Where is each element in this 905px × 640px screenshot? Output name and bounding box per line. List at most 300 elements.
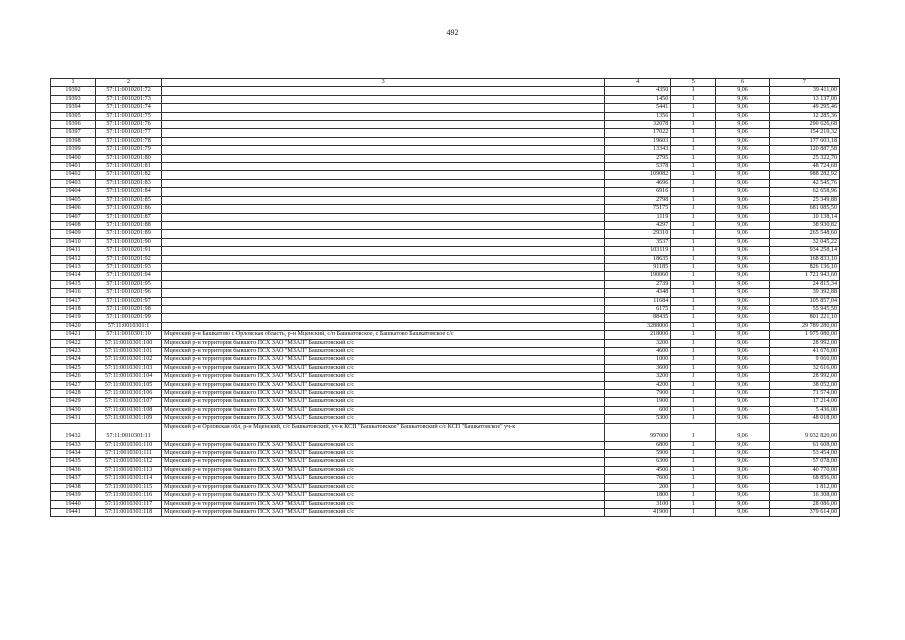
rate-cell: 9,06 <box>716 112 769 120</box>
cadastral-value-cell: 25 349,88 <box>769 196 839 204</box>
count-cell: 1 <box>671 450 716 458</box>
cadastral-value-cell: 168 833,10 <box>769 255 839 263</box>
cadastral-number-cell: 57:11:0010201:80 <box>96 154 162 162</box>
table-row <box>51 339 840 347</box>
area-cell: 1119 <box>605 213 671 221</box>
cadastral-value-cell: 62 658,96 <box>769 188 839 196</box>
rate-cell: 9,06 <box>716 238 769 246</box>
cadastral-number-cell: 57:11:0010301:113 <box>96 466 162 474</box>
address-cell: Мценский р-н территория бывшего ПСХ ЗАО "МЗАЛ" Башкатовский с/с <box>162 492 605 500</box>
rate-cell: 9,06 <box>716 305 769 313</box>
area-cell: 4350 <box>605 87 671 95</box>
table-row <box>51 179 840 187</box>
rate-cell: 9,06 <box>716 154 769 162</box>
rate-cell: 9,06 <box>716 348 769 356</box>
cadastral-value-cell: 48 724,68 <box>769 163 839 171</box>
area-cell: 190060 <box>605 272 671 280</box>
address-cell: Мценский р-н территория бывшего ПСХ ЗАО "МЗАЛ" Башкатовский с/с <box>162 339 605 347</box>
rate-cell: 9,06 <box>716 322 769 330</box>
cadastral-number-cell: 57:11:0010201:89 <box>96 230 162 238</box>
address-cell <box>162 171 605 179</box>
cadastral-number-cell: 57:11:0010301:107 <box>96 398 162 406</box>
cadastral-value-cell: 24 815,34 <box>769 280 839 288</box>
table-row <box>51 289 840 297</box>
row-number-cell: 19435 <box>51 458 96 466</box>
area-cell: 4500 <box>605 466 671 474</box>
address-cell: Мценский р-н территория бывшего ПСХ ЗАО "МЗАЛ" Башкатовский с/с <box>162 381 605 389</box>
area-cell: 2739 <box>605 280 671 288</box>
address-cell: Мценский р-н территория бывшего ПСХ ЗАО "МЗАЛ" Башкатовский с/с <box>162 475 605 483</box>
cadastral-value-cell: 9 060,00 <box>769 356 839 364</box>
address-cell <box>162 95 605 103</box>
table-row <box>51 272 840 280</box>
area-cell: 32078 <box>605 121 671 129</box>
header-col-4: 4 <box>605 79 671 87</box>
count-cell: 1 <box>671 500 716 508</box>
count-cell: 1 <box>671 483 716 491</box>
cadastral-value-cell: 28 992,00 <box>769 339 839 347</box>
cadastral-value-cell: 826 136,10 <box>769 263 839 271</box>
count-cell: 1 <box>671 508 716 516</box>
table-row <box>51 483 840 491</box>
header-col-5: 5 <box>671 79 716 87</box>
cadastral-number-cell: 57:11:0010201:72 <box>96 87 162 95</box>
row-number-cell: 19403 <box>51 179 96 187</box>
count-cell: 1 <box>671 163 716 171</box>
cadastral-number-cell: 57:11:0010201:94 <box>96 272 162 280</box>
cadastral-number-cell: 57:11:0010201:77 <box>96 129 162 137</box>
cadastral-number-cell: 57:11:0010301:118 <box>96 508 162 516</box>
cadastral-number-cell: 57:11:0010201:93 <box>96 263 162 271</box>
area-cell: 13343 <box>605 146 671 154</box>
cadastral-value-cell: 120 887,58 <box>769 146 839 154</box>
address-cell: Мценский р-н территория бывшего ПСХ ЗАО "МЗАЛ" Башкатовский с/с <box>162 450 605 458</box>
rate-cell: 9,06 <box>716 314 769 322</box>
rate-cell: 9,06 <box>716 483 769 491</box>
rate-cell: 9,06 <box>716 492 769 500</box>
table-row <box>51 390 840 398</box>
count-cell: 1 <box>671 381 716 389</box>
table-row <box>51 348 840 356</box>
table-row <box>51 398 840 406</box>
area-cell: 11684 <box>605 297 671 305</box>
count-cell: 1 <box>671 441 716 449</box>
cadastral-number-cell: 57:11:0010201:79 <box>96 146 162 154</box>
table-header-row <box>51 79 840 87</box>
address-cell: Мценский р-н территория бывшего ПСХ ЗАО "МЗАЛ" Башкатовский с/с <box>162 483 605 491</box>
address-cell: Мценский р-н территория бывшего ПСХ ЗАО "МЗАЛ" Башкатовский с/с <box>162 458 605 466</box>
address-cell <box>162 146 605 154</box>
count-cell: 1 <box>671 356 716 364</box>
cadastral-number-cell: 57:11:0010301:106 <box>96 390 162 398</box>
cadastral-value-cell: 105 857,04 <box>769 297 839 305</box>
count-cell: 1 <box>671 213 716 221</box>
count-cell: 1 <box>671 272 716 280</box>
rate-cell: 9,06 <box>716 137 769 145</box>
table-row <box>51 314 840 322</box>
address-cell: Мценский р-н территория бывшего ПСХ ЗАО "МЗАЛ" Башкатовский с/с <box>162 398 605 406</box>
cadastral-number-cell: 57:11:0010201:96 <box>96 289 162 297</box>
area-cell: 7600 <box>605 475 671 483</box>
count-cell: 1 <box>671 458 716 466</box>
area-cell: 4348 <box>605 289 671 297</box>
count-cell: 1 <box>671 373 716 381</box>
address-cell <box>162 305 605 313</box>
rate-cell: 9,06 <box>716 196 769 204</box>
row-number-cell: 19394 <box>51 104 96 112</box>
row-number-cell: 19400 <box>51 154 96 162</box>
cadastral-value-cell: 290 626,68 <box>769 121 839 129</box>
row-number-cell: 19434 <box>51 450 96 458</box>
area-cell: 5900 <box>605 450 671 458</box>
cadastral-number-cell: 57:11:0010301:114 <box>96 475 162 483</box>
area-cell: 75175 <box>605 205 671 213</box>
area-cell: 6916 <box>605 188 671 196</box>
row-number-cell: 19392 <box>51 87 96 95</box>
cadastral-number-cell: 57:11:0010301:108 <box>96 406 162 414</box>
row-number-cell: 19402 <box>51 171 96 179</box>
cadastral-number-cell: 57:11:0010201:98 <box>96 305 162 313</box>
cadastral-number-cell: 57:11:0010201:76 <box>96 121 162 129</box>
row-number-cell: 19412 <box>51 255 96 263</box>
area-cell: 5441 <box>605 104 671 112</box>
row-number-cell: 19425 <box>51 364 96 372</box>
area-cell: 997000 <box>605 423 671 441</box>
cadastral-number-cell: 57:11:0010301:115 <box>96 483 162 491</box>
count-cell: 1 <box>671 280 716 288</box>
table-row <box>51 356 840 364</box>
cadastral-value-cell: 13 137,00 <box>769 95 839 103</box>
cadastral-value-cell: 1 975 080,00 <box>769 331 839 339</box>
rate-cell: 9,06 <box>716 171 769 179</box>
table-row <box>51 154 840 162</box>
rate-cell: 9,06 <box>716 398 769 406</box>
row-number-cell: 19410 <box>51 238 96 246</box>
count-cell: 1 <box>671 297 716 305</box>
table-row <box>51 450 840 458</box>
table-row <box>51 373 840 381</box>
row-number-cell: 19398 <box>51 137 96 145</box>
count-cell: 1 <box>671 415 716 423</box>
count-cell: 1 <box>671 171 716 179</box>
table-row <box>51 163 840 171</box>
cadastral-value-cell: 40 770,00 <box>769 466 839 474</box>
row-number-cell: 19438 <box>51 483 96 491</box>
rate-cell: 9,06 <box>716 247 769 255</box>
rate-cell: 9,06 <box>716 390 769 398</box>
area-cell: 2795 <box>605 154 671 162</box>
table-row <box>51 137 840 145</box>
cadastral-number-cell: 57:11:0010301:1 <box>96 322 162 330</box>
table-row <box>51 297 840 305</box>
rate-cell: 9,06 <box>716 205 769 213</box>
area-cell: 19603 <box>605 137 671 145</box>
row-number-cell: 19426 <box>51 373 96 381</box>
area-cell: 88435 <box>605 314 671 322</box>
cadastral-number-cell: 57:11:0010301:102 <box>96 356 162 364</box>
row-number-cell: 19433 <box>51 441 96 449</box>
cadastral-number-cell: 57:11:0010201:78 <box>96 137 162 145</box>
header-col-2: 2 <box>96 79 162 87</box>
table-row <box>51 263 840 271</box>
address-cell <box>162 129 605 137</box>
cadastral-value-cell: 32 045,22 <box>769 238 839 246</box>
cadastral-value-cell: 25 322,70 <box>769 154 839 162</box>
row-number-cell: 19417 <box>51 297 96 305</box>
rate-cell: 9,06 <box>716 272 769 280</box>
rate-cell: 9,06 <box>716 121 769 129</box>
area-cell: 1800 <box>605 492 671 500</box>
row-number-cell: 19395 <box>51 112 96 120</box>
count-cell: 1 <box>671 95 716 103</box>
count-cell: 1 <box>671 255 716 263</box>
table-row <box>51 112 840 120</box>
table-row <box>51 441 840 449</box>
row-number-cell: 19422 <box>51 339 96 347</box>
count-cell: 1 <box>671 247 716 255</box>
address-cell <box>162 205 605 213</box>
rate-cell: 9,06 <box>716 263 769 271</box>
row-number-cell: 19440 <box>51 500 96 508</box>
area-cell: 103119 <box>605 247 671 255</box>
area-cell: 3200 <box>605 373 671 381</box>
row-number-cell: 19430 <box>51 406 96 414</box>
address-cell: Мценский р-н Орловская обл, р-н Мценский, с/с Башкатовский, уч-к КСП "Башкатовское" Башкатовский с/с КСП "Башкатовское" уч-к <box>162 423 605 441</box>
table-row <box>51 458 840 466</box>
header-col-6: 6 <box>716 79 769 87</box>
count-cell: 1 <box>671 475 716 483</box>
count-cell: 1 <box>671 121 716 129</box>
area-cell: 5300 <box>605 415 671 423</box>
rate-cell: 9,06 <box>716 104 769 112</box>
address-cell: Мценский р-н территория бывшего ПСХ ЗАО "МЗАЛ" Башкатовский с/с <box>162 356 605 364</box>
area-cell: 5378 <box>605 163 671 171</box>
area-cell: 41900 <box>605 508 671 516</box>
area-cell: 218000 <box>605 331 671 339</box>
rate-cell: 9,06 <box>716 146 769 154</box>
cadastral-value-cell: 379 614,00 <box>769 508 839 516</box>
row-number-cell: 19393 <box>51 95 96 103</box>
table-row <box>51 146 840 154</box>
table-row <box>51 508 840 516</box>
cadastral-number-cell: 57:11:0010201:83 <box>96 179 162 187</box>
address-cell <box>162 154 605 162</box>
rate-cell: 9,06 <box>716 406 769 414</box>
rate-cell: 9,06 <box>716 230 769 238</box>
count-cell: 1 <box>671 179 716 187</box>
rate-cell: 9,06 <box>716 255 769 263</box>
table-row <box>51 87 840 95</box>
rate-cell: 9,06 <box>716 508 769 516</box>
cadastral-value-cell: 28 992,00 <box>769 373 839 381</box>
count-cell: 1 <box>671 390 716 398</box>
address-cell: Мценский р-н территория бывшего ПСХ ЗАО "МЗАЛ" Башкатовский с/с <box>162 406 605 414</box>
address-cell <box>162 188 605 196</box>
row-number-cell: 19439 <box>51 492 96 500</box>
cadastral-number-cell: 57:11:0010201:86 <box>96 205 162 213</box>
table-row <box>51 255 840 263</box>
table-row <box>51 280 840 288</box>
address-cell <box>162 213 605 221</box>
row-number-cell: 19419 <box>51 314 96 322</box>
cadastral-number-cell: 57:11:0010301:111 <box>96 450 162 458</box>
cadastral-value-cell: 16 308,00 <box>769 492 839 500</box>
cadastral-value-cell: 61 608,00 <box>769 441 839 449</box>
address-cell <box>162 314 605 322</box>
address-cell <box>162 104 605 112</box>
area-cell: 3100 <box>605 500 671 508</box>
table-row <box>51 322 840 330</box>
area-cell: 1356 <box>605 112 671 120</box>
count-cell: 1 <box>671 230 716 238</box>
count-cell: 1 <box>671 263 716 271</box>
area-cell: 3537 <box>605 238 671 246</box>
table-row <box>51 381 840 389</box>
cadastral-value-cell: 57 078,00 <box>769 458 839 466</box>
table-row <box>51 230 840 238</box>
count-cell: 1 <box>671 146 716 154</box>
cadastral-number-cell: 57:11:0010301:101 <box>96 348 162 356</box>
cadastral-value-cell: 48 018,00 <box>769 415 839 423</box>
count-cell: 1 <box>671 314 716 322</box>
cadastral-number-cell: 57:11:0010201:95 <box>96 280 162 288</box>
rate-cell: 9,06 <box>716 163 769 171</box>
rate-cell: 9,06 <box>716 280 769 288</box>
row-number-cell: 19414 <box>51 272 96 280</box>
table-row <box>51 466 840 474</box>
cadastral-number-cell: 57:11:0010201:74 <box>96 104 162 112</box>
row-number-cell: 19405 <box>51 196 96 204</box>
cadastral-number-cell: 57:11:0010201:84 <box>96 188 162 196</box>
cadastral-value-cell: 988 282,92 <box>769 171 839 179</box>
table-row <box>51 406 840 414</box>
count-cell: 1 <box>671 492 716 500</box>
page-number: 492 <box>446 28 459 37</box>
address-cell: Мценский р-н территория бывшего ПСХ ЗАО "МЗАЛ" Башкатовский с/с <box>162 373 605 381</box>
rate-cell: 9,06 <box>716 364 769 372</box>
row-number-cell: 19408 <box>51 221 96 229</box>
cadastral-value-cell: 17 214,00 <box>769 398 839 406</box>
row-number-cell: 19428 <box>51 390 96 398</box>
address-cell <box>162 196 605 204</box>
cadastral-value-cell: 9 032 820,00 <box>769 423 839 441</box>
table-row <box>51 129 840 137</box>
cadastral-value-cell: 68 856,00 <box>769 475 839 483</box>
row-number-cell: 19427 <box>51 381 96 389</box>
rate-cell: 9,06 <box>716 339 769 347</box>
table-row <box>51 221 840 229</box>
area-cell: 7900 <box>605 390 671 398</box>
cadastral-value-cell: 681 085,50 <box>769 205 839 213</box>
area-cell: 4200 <box>605 381 671 389</box>
cadastral-value-table <box>50 78 840 517</box>
cadastral-value-cell: 39 411,00 <box>769 87 839 95</box>
table-row <box>51 196 840 204</box>
table-row <box>51 171 840 179</box>
table-row <box>51 423 840 441</box>
row-number-cell: 19431 <box>51 415 96 423</box>
cadastral-value-cell: 154 219,32 <box>769 129 839 137</box>
count-cell: 1 <box>671 196 716 204</box>
count-cell: 1 <box>671 112 716 120</box>
count-cell: 1 <box>671 104 716 112</box>
cadastral-value-cell: 41 676,00 <box>769 348 839 356</box>
area-cell: 1900 <box>605 398 671 406</box>
count-cell: 1 <box>671 188 716 196</box>
count-cell: 1 <box>671 466 716 474</box>
rate-cell: 9,06 <box>716 415 769 423</box>
count-cell: 1 <box>671 87 716 95</box>
row-number-cell: 19409 <box>51 230 96 238</box>
cadastral-number-cell: 57:11:0010301:112 <box>96 458 162 466</box>
cadastral-value-cell: 10 138,14 <box>769 213 839 221</box>
cadastral-number-cell: 57:11:0010201:90 <box>96 238 162 246</box>
rate-cell: 9,06 <box>716 213 769 221</box>
rate-cell: 9,06 <box>716 500 769 508</box>
count-cell: 1 <box>671 154 716 162</box>
row-number-cell: 19399 <box>51 146 96 154</box>
address-cell: Мценский р-н Башкатово с Орловская область, р-н Мценский, с/п Башкатовское, с Башкатово Башкатовское с/с <box>162 331 605 339</box>
count-cell: 1 <box>671 205 716 213</box>
area-cell: 1450 <box>605 95 671 103</box>
cadastral-value-cell: 38 930,82 <box>769 221 839 229</box>
address-cell: Мценский р-н территория бывшего ПСХ ЗАО "МЗАЛ" Башкатовский с/с <box>162 508 605 516</box>
count-cell: 1 <box>671 364 716 372</box>
count-cell: 1 <box>671 137 716 145</box>
cadastral-number-cell: 57:11:0010201:73 <box>96 95 162 103</box>
row-number-cell: 19406 <box>51 205 96 213</box>
cadastral-number-cell: 57:11:0010301:11 <box>96 423 162 441</box>
address-cell <box>162 289 605 297</box>
area-cell: 17022 <box>605 129 671 137</box>
table-row <box>51 475 840 483</box>
table-row <box>51 238 840 246</box>
rate-cell: 9,06 <box>716 188 769 196</box>
cadastral-value-cell: 29 789 280,00 <box>769 322 839 330</box>
address-cell: Мценский р-н территория бывшего ПСХ ЗАО "МЗАЛ" Башкатовский с/с <box>162 348 605 356</box>
row-number-cell: 19429 <box>51 398 96 406</box>
address-cell <box>162 112 605 120</box>
row-number-cell: 19436 <box>51 466 96 474</box>
cadastral-value-cell: 12 285,36 <box>769 112 839 120</box>
cadastral-value-cell: 42 545,76 <box>769 179 839 187</box>
count-cell: 1 <box>671 322 716 330</box>
address-cell <box>162 247 605 255</box>
area-cell: 4600 <box>605 348 671 356</box>
area-cell: 3600 <box>605 364 671 372</box>
count-cell: 1 <box>671 238 716 246</box>
row-number-cell: 19423 <box>51 348 96 356</box>
row-number-cell: 19420 <box>51 322 96 330</box>
row-number-cell: 19418 <box>51 305 96 313</box>
area-cell: 1000 <box>605 356 671 364</box>
rate-cell: 9,06 <box>716 221 769 229</box>
address-cell <box>162 87 605 95</box>
address-cell: Мценский р-н территория бывшего ПСХ ЗАО "МЗАЛ" Башкатовский с/с <box>162 500 605 508</box>
address-cell <box>162 322 605 330</box>
cadastral-number-cell: 57:11:0010201:81 <box>96 163 162 171</box>
cadastral-number-cell: 57:11:0010301:10 <box>96 331 162 339</box>
area-cell: 200 <box>605 483 671 491</box>
cadastral-value-cell: 49 295,46 <box>769 104 839 112</box>
address-cell <box>162 230 605 238</box>
count-cell: 1 <box>671 331 716 339</box>
count-cell: 1 <box>671 129 716 137</box>
count-cell: 1 <box>671 305 716 313</box>
rate-cell: 9,06 <box>716 466 769 474</box>
address-cell <box>162 179 605 187</box>
cadastral-number-cell: 57:11:0010201:97 <box>96 297 162 305</box>
